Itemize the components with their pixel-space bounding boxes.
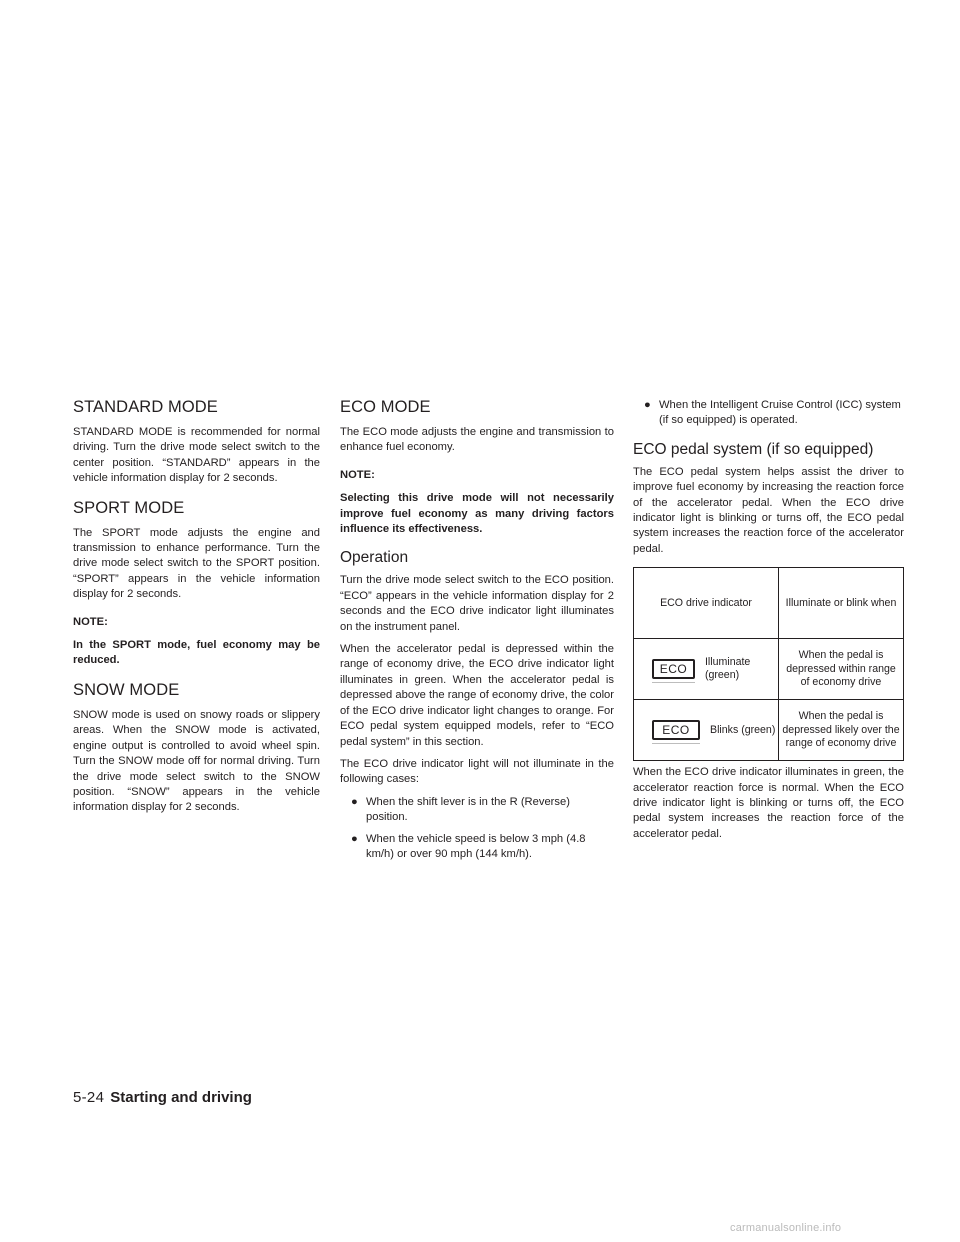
list-item <box>633 398 904 429</box>
heading-sport-mode: SPORT MODE <box>73 498 185 517</box>
paragraph-operation-1: Turn the drive mode select switch to the ECO position. “ECO” appears in the vehicle information display for 2 seconds and the ECO drive indicator light illuminates on the instrument panel. <box>340 574 614 633</box>
paragraph-snow-mode: SNOW mode is used on snowy roads or slippery areas. When the SNOW mode is activated, engine output is controlled to avoid wheel spin. Turn the SNOW mode off for normal driving. Turn the drive mode select switch to the SNOW position. “SNOW” appears in the vehicle information display for 2 seconds. <box>73 708 320 814</box>
indicator-state: Illuminate (green) <box>704 655 751 682</box>
bullet-text: When the vehicle speed is below 3 mph (4.8 km/h) or over 90 mph (144 km/h). <box>366 832 586 860</box>
bullet-icon: ● <box>351 832 358 845</box>
bullet-icon: ● <box>351 795 358 808</box>
paragraph-standard-mode: STANDARD MODE is recommended for normal driving. Turn the drive mode select switch to the center position. “STANDARD” appears in the vehicle information display for 2 seconds. <box>73 426 320 485</box>
bullet-list-continued <box>633 398 904 429</box>
heading-eco-pedal-system: ECO pedal system (if so equipped) <box>633 440 874 458</box>
eco-indicator-icon: ECO <box>652 720 700 740</box>
column-right <box>633 398 904 849</box>
heading-standard-mode: STANDARD MODE <box>73 398 218 416</box>
paragraph-eco-mode: The ECO mode adjusts the engine and transmission to enhance fuel economy. <box>340 426 614 454</box>
heading-eco-mode: ECO MODE <box>340 398 431 416</box>
eco-indicator-table <box>633 567 904 761</box>
heading-snow-mode: SNOW MODE <box>73 680 180 699</box>
table-cell-when: When the pedal is depressed likely over the range of economy drive <box>779 700 904 761</box>
table-row <box>634 639 904 700</box>
bullet-icon: ● <box>644 399 651 411</box>
note-label-eco: NOTE: <box>340 468 375 481</box>
table-cell-when: When the pedal is depressed within range of economy drive <box>779 639 904 700</box>
indicator-state: Blinks (green) <box>710 723 776 736</box>
bullet-text: When the shift lever is in the R (Reverse) position. <box>366 795 570 824</box>
paragraph-operation-2: When the accelerator pedal is depressed within the range of economy drive, the ECO drive indicator light illuminates in green. When the accelerator pedal is depressed above the range of economy drive, the color of the ECO drive indicator light changes to orange. For ECO pedal system equipped models, refer to “ECO pedal system” in this section. <box>340 643 614 748</box>
paragraph-operation-3: The ECO drive indicator light will not illuminate in the following cases: <box>340 757 614 786</box>
list-item <box>340 795 614 826</box>
paragraph-after-table: When the ECO drive indicator illuminates in green, the accelerator reaction force is normal. When the ECO drive indicator light is blinking or turns off, the ECO pedal system increases the reaction force of the accelerator pedal. <box>633 766 904 840</box>
paragraph-eco-pedal: The ECO pedal system helps assist the driver to improve fuel economy by increasing the reaction force of the accelerator pedal. When the ECO drive indicator light is blinking or turns off, the ECO pedal system increases the reaction force of the accelerator pedal. <box>633 465 904 555</box>
page-number: 5-24 <box>73 1089 105 1106</box>
bullet-text: When the Intelligent Cruise Control (ICC) system (if so equipped) is operated. <box>659 399 901 427</box>
paragraph-sport-mode: The SPORT mode adjusts the engine and transmission to enhance performance. Turn the drive mode select switch to the SPORT position. “SPORT” appears in the vehicle information display for 2 seconds. <box>73 526 320 601</box>
eco-indicator-icon: ECO <box>652 659 695 679</box>
note-sport-mode: In the SPORT mode, fuel economy may be reduced. <box>73 639 320 667</box>
column-left <box>73 398 320 823</box>
watermark: carmanualsonline.info <box>730 1222 842 1234</box>
table-header-row <box>634 568 904 639</box>
section-title: Starting and driving <box>110 1089 252 1106</box>
note-eco-mode: Selecting this drive mode will not necessarily improve fuel economy as many driving factors influence its effectiveness. <box>340 492 614 536</box>
table-row <box>634 700 904 761</box>
list-item <box>340 832 614 863</box>
bullet-list-cases <box>340 795 614 863</box>
table-header-indicator: ECO drive indicator <box>634 568 779 639</box>
heading-operation: Operation <box>340 549 409 567</box>
note-label-sport: NOTE: <box>73 615 108 628</box>
table-cell-indicator <box>634 700 779 761</box>
table-header-when: Illuminate or blink when <box>779 568 904 639</box>
column-middle <box>340 398 614 868</box>
table-cell-indicator <box>634 639 779 700</box>
page-footer <box>73 1089 252 1107</box>
